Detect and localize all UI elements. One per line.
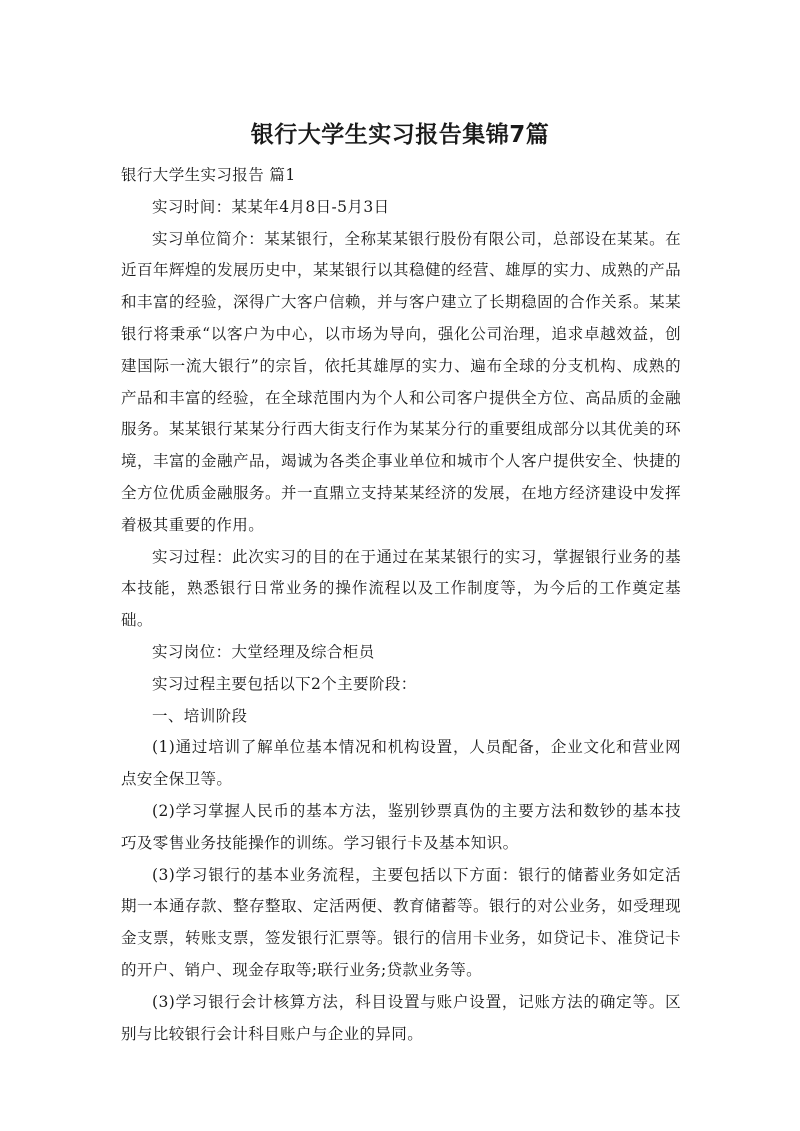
internship-process: 实习过程：此次实习的目的在于通过在某某银行的实习，掌握银行业务的基本技能，熟悉银行日常业务的操作流程以及工作制度等，为今后的工作奠定基础。 [121, 547, 681, 630]
document-body [121, 160, 681, 1050]
section-heading: 银行大学生实习报告 篇1 [121, 166, 296, 184]
training-item-1: (1)通过培训了解单位基本情况和机构设置，人员配备，企业文化和营业网点安全保卫等。 [121, 738, 681, 789]
training-item-2: (2)学习掌握人民币的基本方法，鉴别钞票真伪的主要方法和数钞的基本技巧及零售业务技能操作的训练。学习银行卡及基本知识。 [121, 801, 681, 852]
stages-intro: 实习过程主要包括以下2个主要阶段： [152, 674, 417, 693]
unit-introduction: 实习单位简介：某某银行，全称某某银行股份有限公司，总部设在某某。在近百年辉煌的发展历史中，某某银行以其稳健的经营、雄厚的实力、成熟的产品和丰富的经验，深得广大客户信赖，并与客户建立了长期稳固的合作关系。某某银行将秉承“以客户为中心，以市场为导向，强化公司治理，追求卓越效益，创建国际一流大银行”的宗旨，依托其雄厚的实力、遍布全球的分支机构、成熟的产品和丰富的经验，在全球范围内为个人和公司客户提供全方位、高品质的金融服务。某某银行某某分行西大街支行作为某某分行的重要组成部分以其优美的环境，丰富的金融产品，竭诚为各类企事业单位和城市个人客户提供安全、快捷的全方位优质金融服务。并一直鼎立支持某某经济的发展，在地方经济建设中发挥着极其重要的作用。 [121, 229, 681, 534]
document-title: 银行大学生实习报告集锦7篇 [250, 122, 550, 148]
training-item-3: (3)学习银行的基本业务流程，主要包括以下方面：银行的储蓄业务如定活期一本通存款、整存整取、定活两便、教育储蓄等。银行的对公业务，如受理现金支票，转账支票，签发银行汇票等。银行的信用卡业务，如贷记卡、准贷记卡的开户、销户、现金存取等;联行业务;贷款业务等。 [121, 865, 681, 979]
training-item-4: (3)学习银行会计核算方法，科目设置与账户设置，记账方法的确定等。区别与比较银行会计科目账户与企业的异同。 [121, 992, 681, 1043]
stage-one-heading: 一、培训阶段 [152, 706, 248, 725]
internship-time: 实习时间：某某年4月8日-5月3日 [152, 197, 390, 216]
internship-position: 实习岗位：大堂经理及综合柜员 [152, 642, 375, 661]
